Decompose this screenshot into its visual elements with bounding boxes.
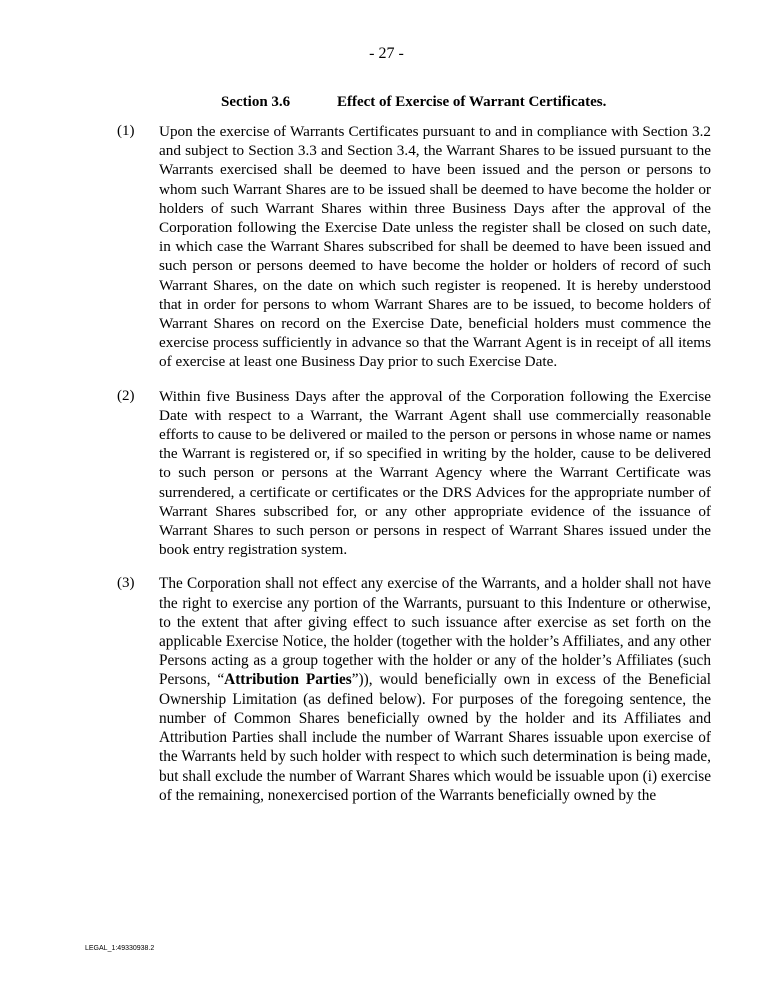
paragraph-2 bbox=[0, 387, 773, 560]
paragraph-text bbox=[159, 574, 711, 804]
paragraph-label: (2) bbox=[117, 387, 135, 404]
paragraph-label: (3) bbox=[117, 575, 135, 592]
text-segment: ”)), would beneficially own in excess of the Beneficial Ownership Limitation (as defined below). For purposes of the foregoing sentence, the number of Common Shares beneficially owned by the holder and its Affiliates and Attribution Parties shall include the number of Warrant Shares issuable upon exercise of the Warrants held by such holder with respect to which such determination is being made, but shall exclude the number of Warrant Shares which would be issuable upon (i) exercise of the remaining, nonexercised portion of the Warrants beneficially owned by the bbox=[159, 671, 711, 804]
paragraph-label: (1) bbox=[117, 123, 135, 139]
paragraph-text: Within five Business Days after the approval of the Corporation following the Exercise Date with respect to a Warrant, the Warrant Agent shall use commercially reasonable efforts to cause to be delivered or mailed to the person or persons in whose name or names the Warrant is registered or, if so specified in writing by the holder, cause to be delivered to such person or persons at the Warrant Agency where the Warrant Certificate was surrendered, a certificate or certificates or the DRS Advices for the appropriate number of Warrant Shares subscribed for, or any other appropriate evidence of the issuance of Warrant Shares to such person or persons in respect of Warrant Shares issued under the book entry registration system. bbox=[159, 387, 711, 559]
text-segment: The Corporation shall not effect any exercise of the Warrants, and a holder shall not have the right to exercise any portion of the Warrants, pursuant to this Indenture or otherwise, to the extent that after giving effect to such issuance after exercise as set forth on the applicable Exercise Notice, the holder (together with the holder’s Affiliates, and any other Persons acting as a group together with the holder or any of the holder’s Affiliates (such Persons, “ bbox=[159, 575, 711, 689]
page-number: - 27 - bbox=[369, 45, 404, 62]
paragraph-text: Upon the exercise of Warrants Certificates pursuant to and in compliance with Section 3.2 and subject to Section 3.3 and Section 3.4, the Warrant Shares to be issued pursuant to the Warrants exercised shall be deemed to have been issued and the person or persons to whom such Warrant Shares are to be issued shall be deemed to have become the holder or holders of such Warrant Shares within three Business Days after the approval of the Corporation following the Exercise Date unless the register shall be closed on such date, in which case the Warrant Shares subscribed for shall be deemed to have been issued and such person or persons deemed to have become the holder or holders of record of such Warrant Shares, on the date on which such register is reopened. It is hereby understood that in order for persons to whom Warrant Shares are to be issued, to become holders of Warrant Shares on record on the Exercise Date, beneficial holders must commence the exercise process sufficiently in advance so that the Warrant Agent is in receipt of all items of exercise at least one Business Day prior to such Exercise Date. bbox=[159, 123, 711, 371]
document-body bbox=[0, 122, 773, 820]
section-title: Effect of Exercise of Warrant Certificates. bbox=[337, 94, 607, 110]
paragraph-1 bbox=[0, 122, 773, 372]
defined-term: Attribution Parties bbox=[224, 671, 352, 689]
document-id-footer: LEGAL_1:49330938.2 bbox=[85, 945, 155, 952]
section-number: Section 3.6 bbox=[221, 94, 291, 110]
paragraph-3 bbox=[0, 574, 773, 804]
